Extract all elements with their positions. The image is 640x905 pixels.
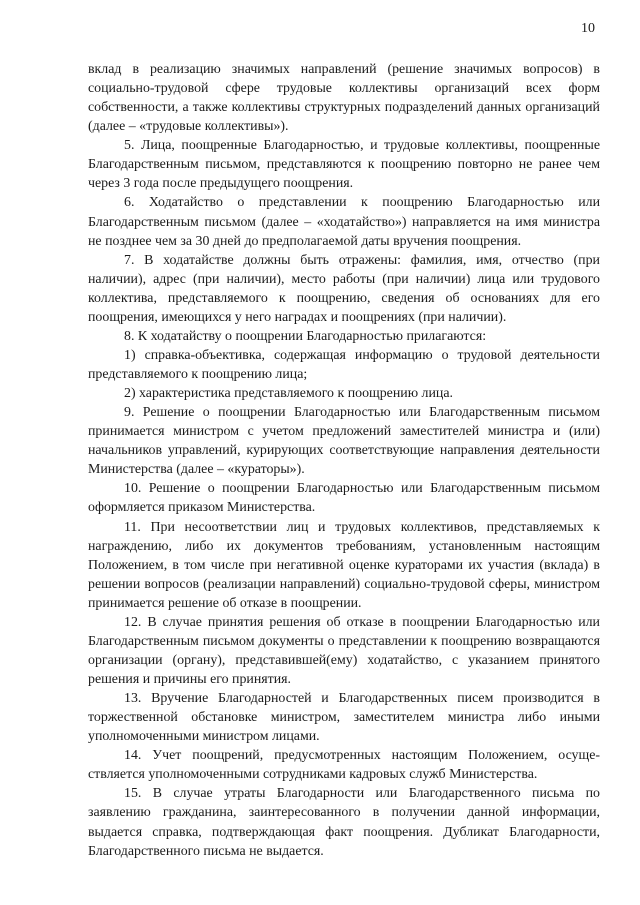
document-body xyxy=(88,60,600,861)
page-number: 10 xyxy=(581,21,595,36)
paragraph-item-11: 11. При несоответствии лиц и трудовых коллективов, представляемых к награждению, либо их документов требованиям, установленным настоящим Положением, в том числе при негативной оценке кураторами их участия (вклада) в решении вопросов (реализации направлений) социально-трудовой сферы, министром принимается решение об отказе в поощрении. xyxy=(88,519,600,611)
paragraph-item-6: 6. Ходатайство о представлении к поощрению Благодарностью или Благодарственным письмом (далее – «ходатайство») направляется на имя министра не позднее чем за 30 дней до предполагаемой даты вручения поощрения. xyxy=(88,195,600,249)
paragraph-subitem-1: 1) справка-объективка, содержащая информацию о трудовой деятельности представляемого к поощрению лица; xyxy=(88,347,600,382)
paragraph-continuation: вклад в реализацию значимых направлений (решение значимых вопросов) в социально-трудовой сфере трудовые коллективы организаций всех форм собственности, а также коллективы структурных подразделений данных организаций (далее – «трудовые коллективы»). xyxy=(88,62,600,135)
paragraph-item-14: 14. Учет поощрений, предусмотренных настоящим Положением, осуществляется уполномоченными сотрудниками кадровых служб Министерства. xyxy=(88,748,600,783)
paragraph-item-10: 10. Решение о поощрении Благодарностью или Благодарственным письмом оформляется приказом Министерства. xyxy=(88,481,600,516)
paragraph-item-7: 7. В ходатайстве должны быть отражены: фамилия, имя, отчество (при наличии), адрес (при наличии), место работы (при наличии) лица или трудового коллектива, представляемого к поощрению, сведения об основаниях для его поощрения, имеющихся у него наградах и поощрениях (при наличии). xyxy=(88,252,600,325)
paragraph-item-15: 15. В случае утраты Благодарности или Благодарственного письма по заявлению гражданина, заинтересованного в получении данной информации, выдается справка, подтверждающая факт поощрения. Дубликат Благодарности, Благодарственного письма не выдается. xyxy=(88,786,600,859)
paragraph-item-9: 9. Решение о поощрении Благодарностью или Благодарственным письмом принимается министром с учетом предложений заместителей министра и (или) начальников управлений, курирующих соответствующие направления деятельности Министерства (далее – «кураторы»). xyxy=(88,405,600,478)
paragraph-item-12: 12. В случае принятия решения об отказе в поощрении Благодарностью или Благодарственным письмом документы о представлении к поощрению возвращаются организации (органу), представившей(ему) ходатайство, с указанием принятого решения и причины его принятия. xyxy=(88,614,600,687)
paragraph-item-5: 5. Лица, поощренные Благодарностью, и трудовые коллективы, поощренные Благодарственным письмом, представляются к поощрению повторно не ранее чем через 3 года после предыдущего поощрения. xyxy=(88,138,600,192)
paragraph-item-13: 13. Вручение Благодарностей и Благодарственных писем производится в торжественной обстановке министром, заместителем министра либо иными уполномоченными министром лицами. xyxy=(88,691,600,745)
paragraph-subitem-2: 2) характеристика представляемого к поощрению лица. xyxy=(124,386,453,402)
paragraph-item-8: 8. К ходатайству о поощрении Благодарностью прилагаются: xyxy=(124,328,487,344)
